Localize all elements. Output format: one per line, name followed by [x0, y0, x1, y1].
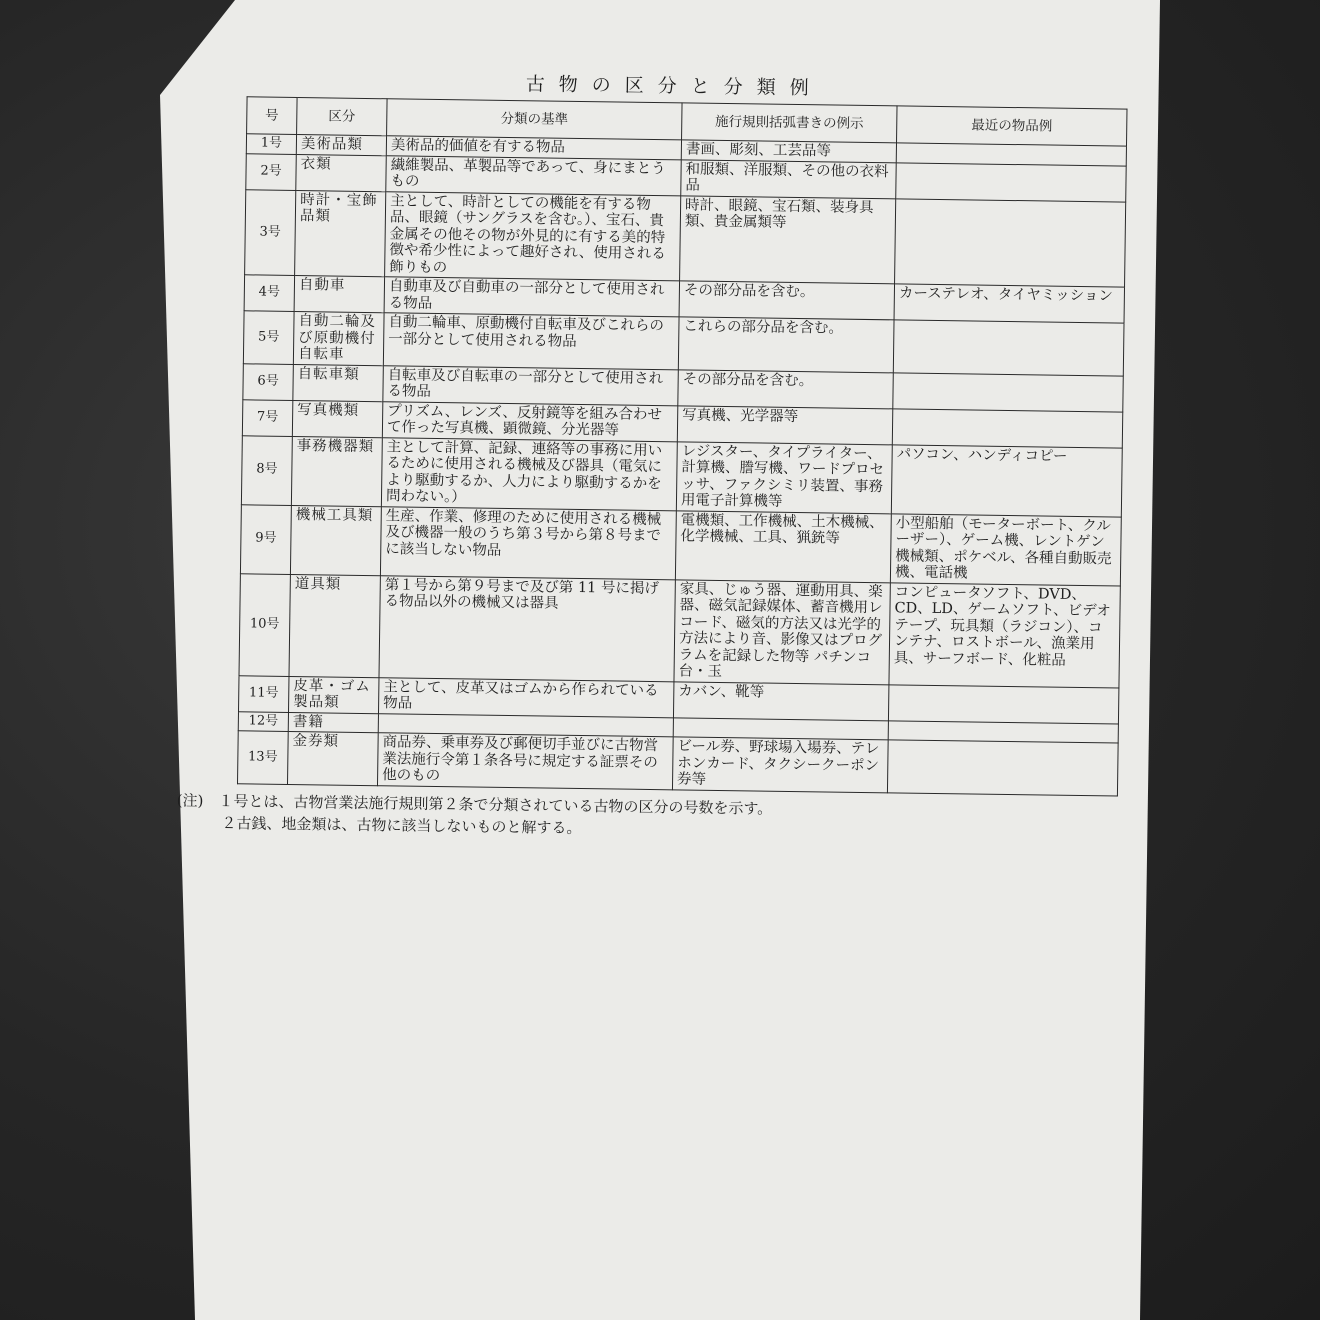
row-criteria: 自動二輪車、原動機付自転車及びこれらの一部分として使用される物品 [383, 313, 679, 370]
table-row [241, 435, 1122, 516]
row-number: 10号 [239, 573, 290, 676]
row-criteria: 繊維製品、革製品等であって、身にまとうもの [386, 155, 681, 195]
row-category: 金券類 [287, 731, 378, 785]
table-row [245, 189, 1126, 287]
document-title: 古物の区分と分類例 [525, 73, 823, 100]
row-number: 9号 [240, 504, 291, 574]
row-number: 13号 [238, 731, 289, 784]
row-examples: 家具、じゅう器、運動用具、楽器、磁気記録媒体、蓄音機用レコード、磁気的方法又は光学的方法により音、影像又はプログラムを記録した物等 パチンコ台・玉 [674, 579, 890, 684]
row-criteria: 商品券、乗車券及び郵便切手並びに古物営業法施行令第１条各号に規定する証票その他のもの [377, 733, 673, 790]
row-number: 8号 [241, 435, 292, 505]
classification-table [237, 96, 1128, 796]
row-category: 皮革・ゴム製品類 [289, 676, 379, 713]
row-criteria: プリズム、レンズ、反射鏡等を組み合わせて作った写真機、顕微鏡、分光器等 [382, 401, 677, 441]
row-number: 12号 [238, 711, 288, 731]
row-category: 書籍 [288, 712, 378, 733]
row-recent [893, 372, 1123, 411]
row-number: 1号 [246, 134, 296, 154]
row-recent [887, 740, 1118, 796]
row-category: 自動車 [294, 275, 384, 312]
row-examples: 和服類、洋服類、その他の衣料品 [681, 159, 896, 198]
row-category: 事務機器類 [291, 436, 382, 506]
row-criteria: 第１号から第９号まで及び第 11 号に掲げる物品以外の機械又は器具 [379, 575, 675, 681]
row-category: 美術品類 [296, 135, 386, 156]
row-examples: 電機類、工作機械、土木機械、化学機械、工具、猟銃等 [675, 510, 891, 582]
row-criteria: 自転車及び自転車の一部分として使用される物品 [383, 365, 678, 405]
row-recent: カーステレオ、タイヤミッション [894, 284, 1124, 323]
header-category: 区分 [297, 98, 388, 136]
row-criteria: 主として、時計としての機能を有する物品、眼鏡（サングラスを含む。）、宝石、貴金属その他その物が外見的に有する美的特徴や希少性によって趣好され、使用される飾りもの [385, 191, 681, 281]
row-recent [895, 198, 1126, 287]
row-criteria: 生産、作業、修理のために使用される機械及び機器一般のうち第３号から第８号までに該当しない物品 [380, 506, 676, 579]
row-number: 7号 [242, 399, 292, 436]
row-recent [896, 162, 1126, 201]
row-number: 5号 [243, 311, 294, 364]
row-examples: ビール券、野球場入場券、テレホンカード、タクシークーポン券等 [672, 737, 888, 792]
table-row [240, 504, 1121, 585]
row-category: 自動二輪及び原動機付自転車 [293, 311, 384, 365]
header-criteria: 分類の基準 [387, 99, 682, 140]
row-number: 2号 [246, 153, 296, 190]
row-category: 機械工具類 [290, 505, 381, 575]
row-recent: コンピュータソフト、DVD、CD、LD、ゲームソフト、ビデオテープ、玩具類（ラジコン）、コンテナ、ロストボール、漁業用具、サーフボード、化粧品 [889, 582, 1120, 687]
row-number: 3号 [245, 189, 296, 275]
row-number: 6号 [243, 363, 293, 400]
footnote-line: (注) １号とは、古物営業法施行規則第２条で分類されている古物の区分の号数を示す。 [176, 790, 773, 818]
row-criteria: 主として計算、記録、連絡等の事務に用いるために使用される機械及び器具（電気により駆動するか、人力により駆動するかを問わない。） [381, 437, 677, 510]
footnote-line: ２古銭、地金類は、古物に該当しないものと解する。 [176, 812, 582, 837]
header-recent: 最近の物品例 [897, 106, 1127, 146]
row-category: 衣類 [296, 154, 386, 191]
row-criteria: 自動車及び自動車の一部分として使用される物品 [384, 277, 679, 317]
row-examples: 書画、彫刻、工芸品等 [681, 140, 896, 162]
header-number: 号 [247, 97, 298, 135]
row-examples: カバン、靴等 [673, 681, 888, 720]
row-recent [893, 320, 1124, 376]
row-recent [888, 684, 1118, 723]
row-examples: これらの部分品を含む。 [678, 317, 894, 372]
row-recent [892, 408, 1122, 447]
row-category: 道具類 [289, 574, 380, 677]
row-criteria: 美術品的価値を有する物品 [386, 136, 681, 160]
row-recent: パソコン、ハンディコピー [891, 444, 1122, 516]
document [176, 63, 1122, 845]
row-category: 自転車類 [293, 364, 383, 401]
row-examples: その部分品を含む。 [679, 281, 894, 320]
row-examples: その部分品を含む。 [678, 369, 893, 408]
table-row [239, 573, 1120, 687]
row-number: 4号 [244, 275, 294, 312]
row-category: 写真機類 [292, 400, 382, 437]
row-examples: 写真機、光学器等 [677, 405, 892, 444]
row-category: 時計・宝飾品類 [295, 190, 386, 277]
row-criteria: 主として、皮革又はゴムから作られている物品 [378, 677, 673, 717]
header-examples: 施行規則括弧書きの例示 [682, 103, 897, 143]
row-examples: レジスター、タイプライター、計算機、謄写機、ワードプロセッサ、ファクシミリ装置、事務用電子計算機等 [676, 441, 892, 513]
row-examples: 時計、眼鏡、宝石類、装身具類、貴金属類等 [680, 195, 896, 283]
row-number: 11号 [239, 675, 289, 712]
table-row [238, 731, 1119, 796]
row-recent: 小型船舶（モーターボート、クルーザー）、ゲーム機、レントゲン機械類、ポケベル、各種自動販売機、電話機 [890, 513, 1121, 585]
